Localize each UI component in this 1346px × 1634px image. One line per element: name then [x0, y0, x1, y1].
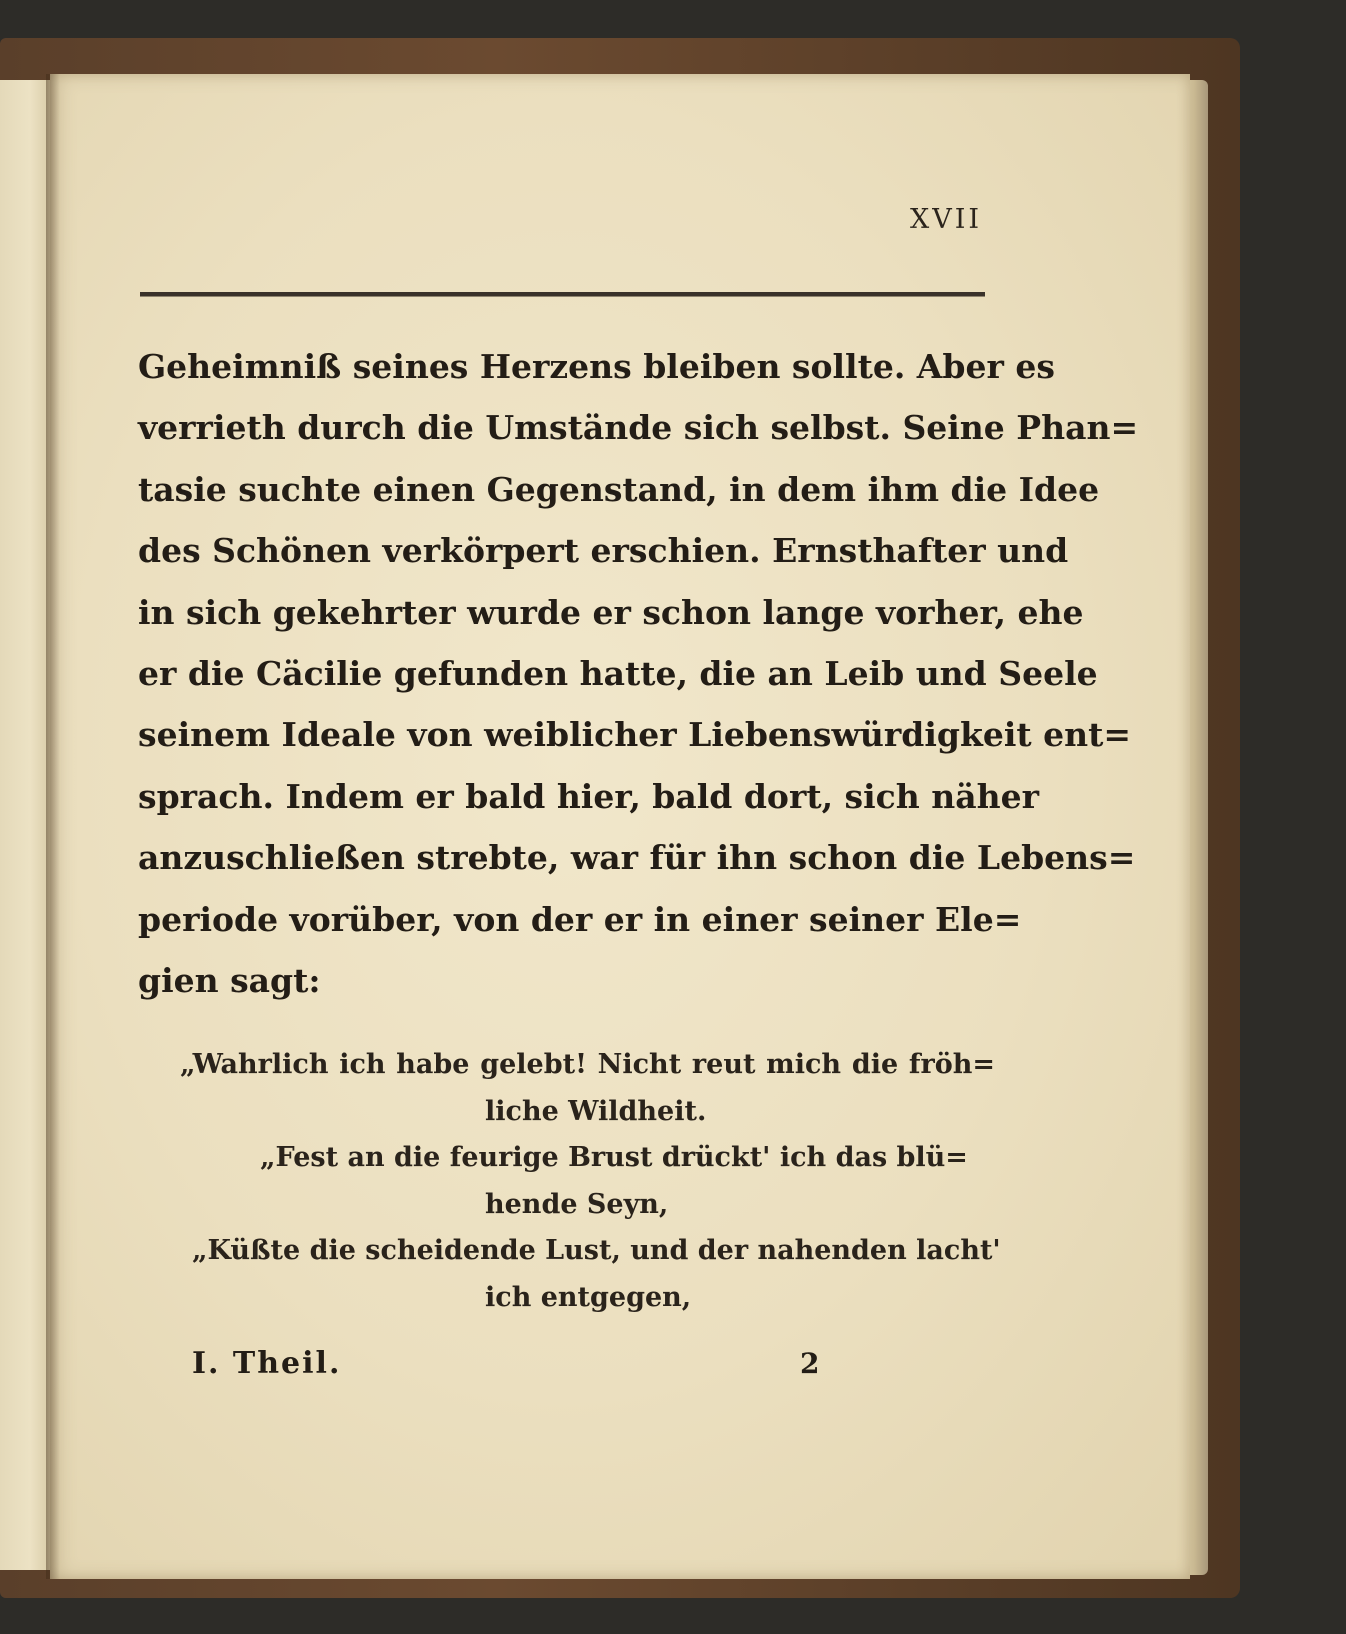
verse-line: „Fest an die feurige Brust drückt' ich das blü=	[260, 1142, 968, 1173]
verse-line: „Wahrlich ich habe gelebt! Nicht reut mich die fröh=	[180, 1049, 995, 1080]
verse-line: „Küßte die scheidende Lust, und der nahenden lacht'	[192, 1235, 1001, 1266]
body-line: anzuschließen strebte, war für ihn schon die Lebens=	[138, 838, 1136, 878]
verse-line-continuation: hende Seyn,	[485, 1188, 669, 1220]
body-line: gien sagt:	[138, 960, 321, 1000]
body-line: sprach. Indem er bald hier, bald dort, sich näher	[138, 776, 1039, 816]
verse-line-continuation: liche Wildheit.	[485, 1095, 707, 1127]
signature-mark: 2	[800, 1347, 820, 1380]
body-line: tasie suchte einen Gegenstand, in dem ihm die Idee	[138, 469, 1100, 509]
body-line: in sich gekehrter wurde er schon lange vorher, ehe	[138, 592, 1084, 632]
verse-quotation	[180, 1042, 1001, 1321]
body-line: er die Cäcilie gefunden hatte, die an Leib und Seele	[138, 653, 1098, 693]
body-line: des Schönen verkörpert erschien. Ernsthafter und	[138, 531, 1069, 571]
header-rule	[140, 292, 985, 297]
body-line: Geheimniß seines Herzens bleiben sollte. Aber es	[138, 347, 1055, 386]
body-line: verrieth durch die Umstände sich selbst. Seine Phan=	[138, 408, 1139, 448]
printer-signature: I. Theil.	[192, 1346, 342, 1381]
body-paragraph	[138, 336, 1139, 1011]
page-number: XVII	[910, 204, 983, 235]
spine-shadow	[46, 74, 60, 1579]
body-line: periode vorüber, von der er in einer seiner Ele=	[138, 899, 1022, 939]
verse-line-continuation: ich entgegen,	[485, 1281, 692, 1313]
left-page-edge	[0, 80, 52, 1570]
body-line: seinem Ideale von weiblicher Liebenswürdigkeit ent=	[138, 715, 1131, 755]
